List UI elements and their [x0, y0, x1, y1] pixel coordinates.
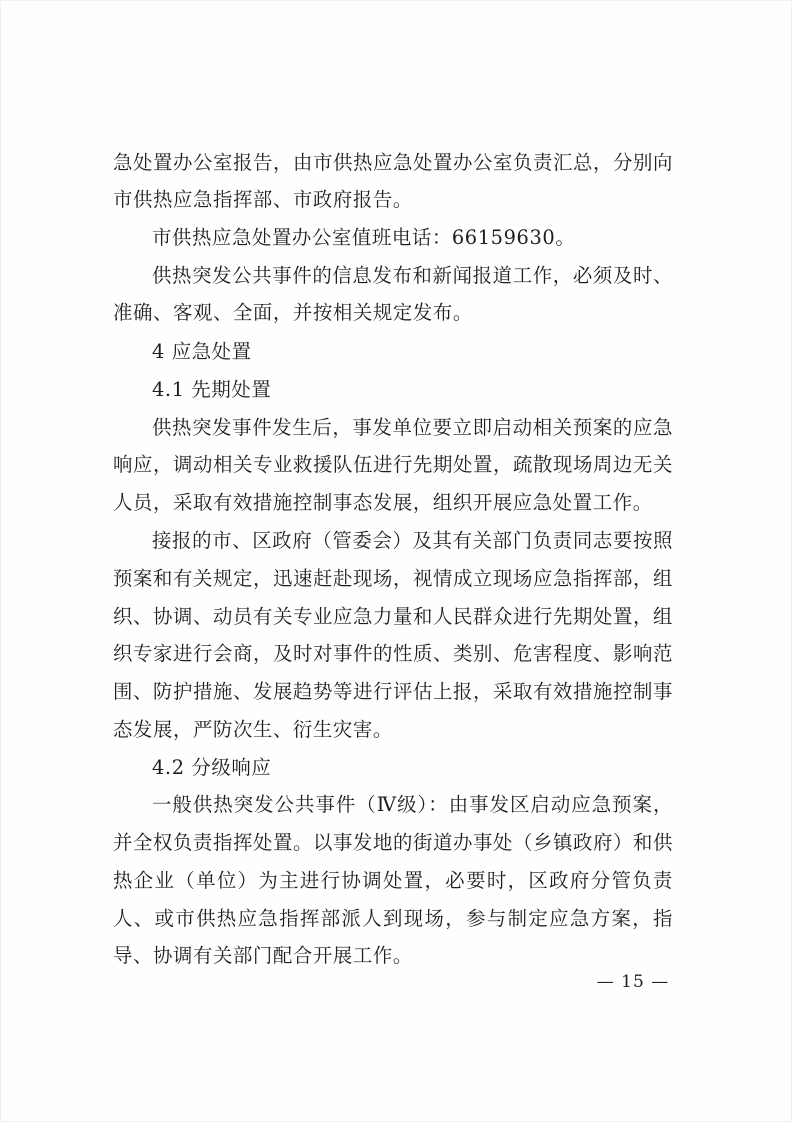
text-line: 热企业（单位）为主进行协调处置，必要时，区政府分管负责	[113, 869, 673, 892]
text-line: 急处置办公室报告，由市供热应急处置办公室负责汇总，分别向	[113, 151, 673, 174]
text-line: 响应，调动相关专业救援队伍进行先期处置，疏散现场周边无关	[113, 453, 673, 476]
text-line: 导、协调有关部门配合开展工作。	[113, 944, 413, 967]
text-line: 预案和有关规定，迅速赶赴现场，视情成立现场应急指挥部，组	[113, 567, 673, 590]
text-line: 接报的市、区政府（管委会）及其有关部门负责同志要按照	[152, 529, 673, 552]
section-heading: 4 应急处置	[152, 340, 252, 363]
page-number: — 15 —	[596, 972, 670, 992]
text-line: 织专家进行会商，及时对事件的性质、类别、危害程度、影响范	[113, 642, 673, 665]
text-line: 一般供热突发公共事件（Ⅳ级）：由事发区启动应急预案，	[152, 793, 673, 816]
text-line: 围、防护措施、发展趋势等进行评估上报，采取有效措施控制事	[113, 680, 673, 703]
text-line: 织、协调、动员有关专业应急力量和人民群众进行先期处置，组	[113, 605, 673, 628]
text-line: 市供热应急指挥部、市政府报告。	[113, 188, 413, 211]
section-heading: 4.2 分级响应	[152, 756, 272, 779]
text-line: 人、或市供热应急指挥部派人到现场，参与制定应急方案，指	[113, 907, 673, 930]
text-line: 供热突发事件发生后，事发单位要立即启动相关预案的应急	[152, 416, 673, 439]
text-line: 准确、客观、全面，并按相关规定发布。	[113, 301, 473, 324]
text-line: 供热突发公共事件的信息发布和新闻报道工作，必须及时、	[152, 264, 673, 287]
text-line: 并全权负责指挥处置。以事发地的街道办事处（乡镇政府）和供	[113, 831, 673, 854]
text-line: 市供热应急处置办公室值班电话：66159630。	[152, 226, 576, 249]
text-line: 态发展，严防次生、衍生灾害。	[113, 718, 393, 741]
text-line: 人员，采取有效措施控制事态发展，组织开展应急处置工作。	[113, 491, 653, 514]
section-heading: 4.1 先期处置	[152, 378, 272, 401]
